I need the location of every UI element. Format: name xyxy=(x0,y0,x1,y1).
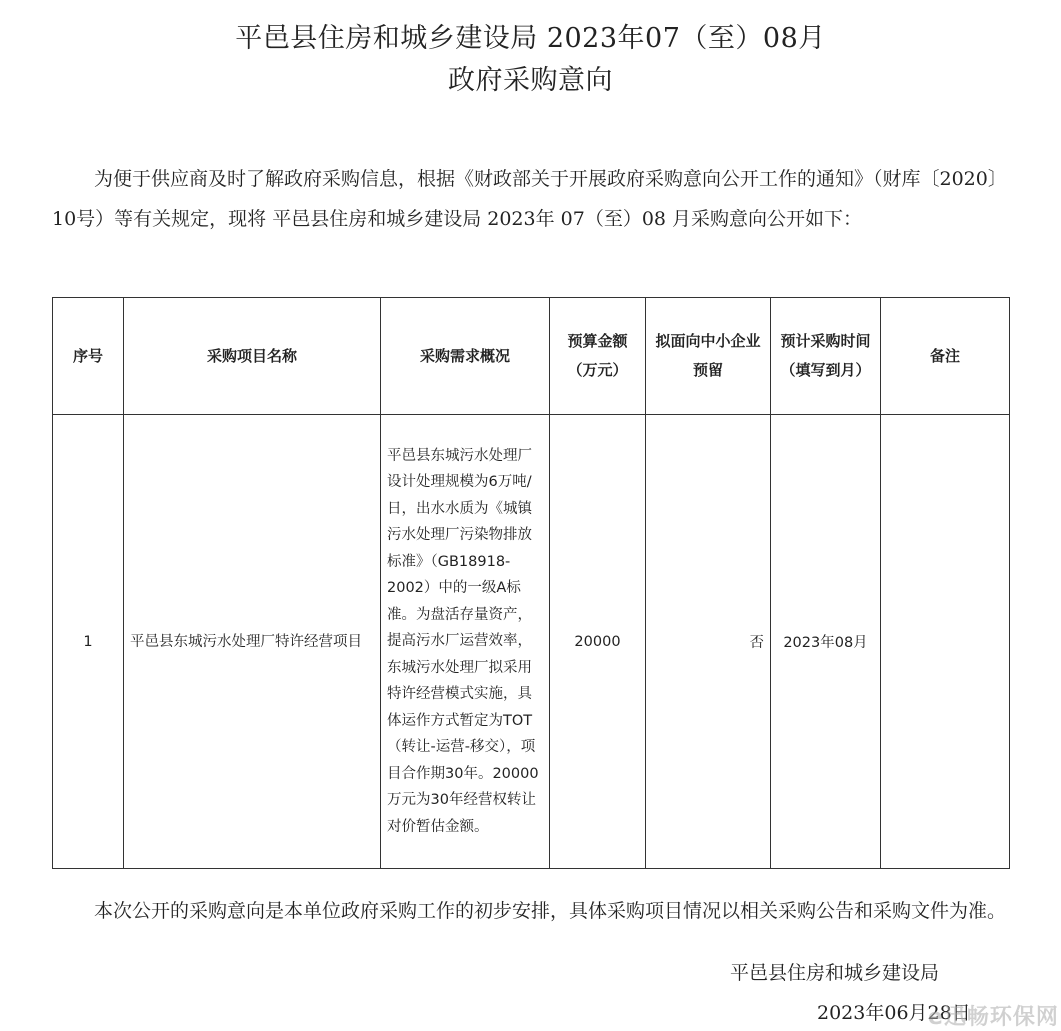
header-project-name: 采购项目名称 xyxy=(124,298,381,415)
signer-name: 平邑县住房和城乡建设局 xyxy=(730,962,940,984)
cell-requirement: 平邑县东城污水处理厂设计处理规模为6万吨/日，出水水质为《城镇污水处理厂污染物排放标准》（GB18918-2002）中的一级A标准。为盘活存量资产，提高污水厂运营效率，东城污水处理厂拟采用特许经营模式实施，具体运作方式暂定为TOT（转让-运营-移交），项目合作期30年。20000万元为30年经营权转让对价暂估金额。 xyxy=(381,415,550,869)
site-watermark: e迅畅环保网 xyxy=(928,1005,1059,1030)
document-subtitle: 政府采购意向 xyxy=(448,65,613,96)
table-row xyxy=(53,415,1010,869)
header-sme-reserved: 拟面向中小企业预留 xyxy=(646,298,771,415)
sign-date: 2023年06月28日 xyxy=(817,1002,971,1024)
header-budget: 预算金额（万元） xyxy=(550,298,646,415)
header-expected-time: 预计采购时间（填写到月） xyxy=(771,298,881,415)
cell-sme-reserved: 否 xyxy=(646,415,771,869)
closing-paragraph: 本次公开的采购意向是本单位政府采购工作的初步安排，具体采购项目情况以相关采购公告和采购文件为准。 xyxy=(94,900,1007,922)
header-note: 备注 xyxy=(881,298,1010,415)
cell-note xyxy=(881,415,1010,869)
header-requirement: 采购需求概况 xyxy=(381,298,550,415)
document-title: 平邑县住房和城乡建设局 2023年07（至）08月 xyxy=(235,23,826,54)
intro-paragraph: 为便于供应商及时了解政府采购信息，根据《财政部关于开展政府采购意向公开工作的通知》（财库〔2020〕10号）等有关规定，现将 平邑县住房和城乡建设局 2023年 07（至）08 月采购意向公开如下： xyxy=(52,168,1007,230)
cell-expected-time: 2023年08月 xyxy=(771,415,881,869)
cell-budget: 20000 xyxy=(550,415,646,869)
cell-index: 1 xyxy=(53,415,124,869)
cell-project-name: 平邑县东城污水处理厂特许经营项目 xyxy=(124,415,381,869)
procurement-table xyxy=(52,297,1010,869)
header-index: 序号 xyxy=(53,298,124,415)
table-header-row xyxy=(53,298,1010,415)
